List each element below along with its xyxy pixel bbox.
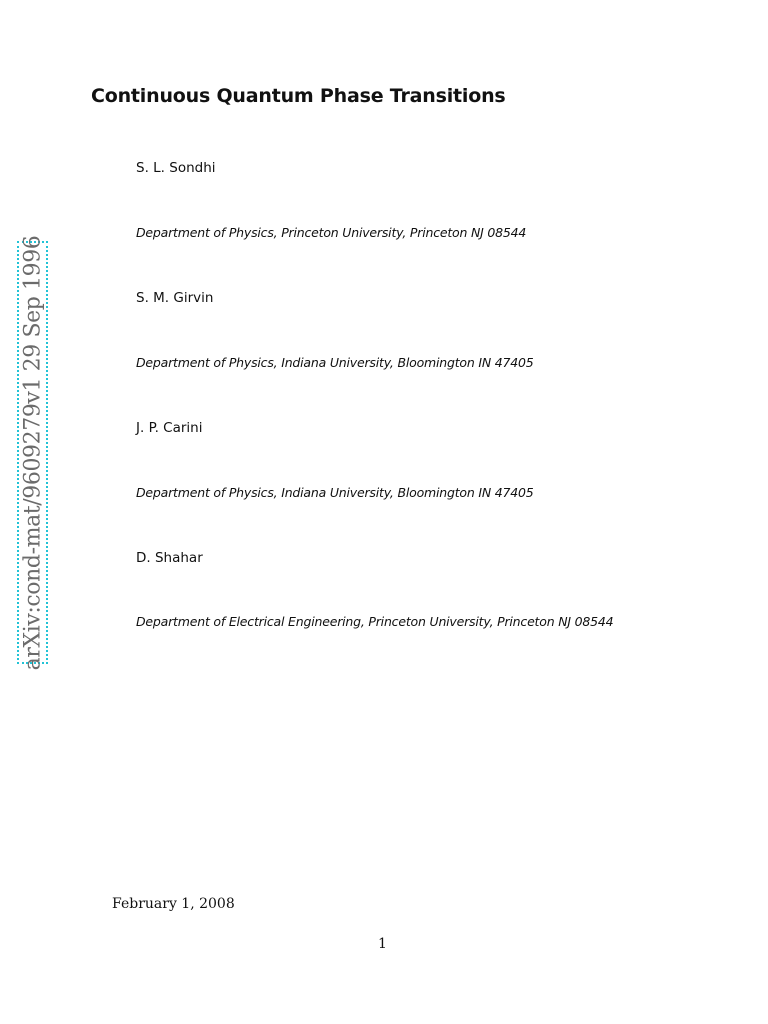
date: February 1, 2008 [112, 896, 235, 912]
paper-title: Continuous Quantum Phase Transitions [91, 85, 506, 107]
arxiv-stamp [17, 235, 48, 670]
author-affiliation: Department of Electrical Engineering, Princeton University, Princeton NJ 08544 [136, 614, 614, 629]
page-number: 1 [378, 936, 387, 952]
arxiv-identifier: arXiv:cond-mat/9609279v1 29 Sep 1996 [20, 235, 45, 670]
author-name: S. L. Sondhi [136, 160, 216, 176]
author-name: S. M. Girvin [136, 290, 214, 306]
author-name: J. P. Carini [136, 420, 203, 436]
author-affiliation: Department of Physics, Indiana University, Bloomington IN 47405 [136, 485, 534, 500]
author-affiliation: Department of Physics, Indiana University, Bloomington IN 47405 [136, 355, 534, 370]
author-affiliation: Department of Physics, Princeton University, Princeton NJ 08544 [136, 225, 527, 240]
author-name: D. Shahar [136, 550, 203, 566]
